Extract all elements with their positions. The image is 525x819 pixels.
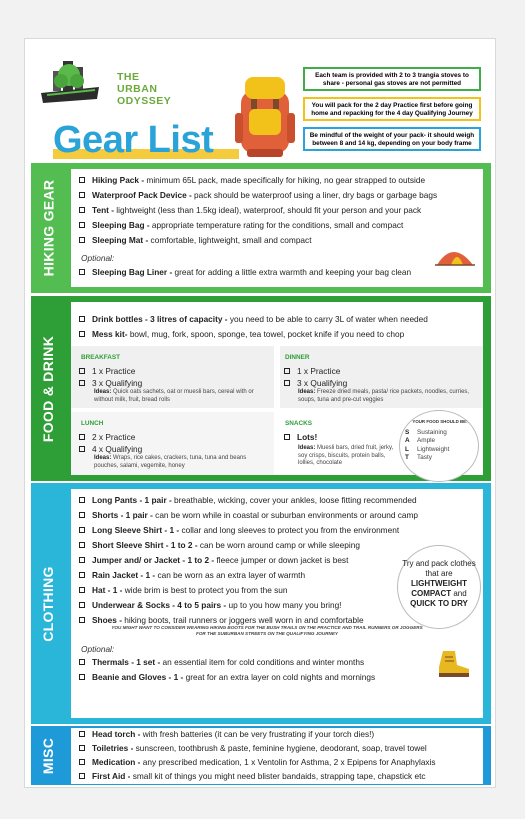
item-name: 2 x Practice	[92, 432, 136, 442]
checklist-item	[79, 378, 142, 388]
section-label-clothing	[31, 483, 65, 724]
item-name: Tent -	[92, 205, 114, 215]
checklist-item	[79, 525, 399, 535]
clothing-panel	[71, 489, 483, 718]
snacks-ideas	[298, 445, 398, 468]
item-name: 1 x Practice	[297, 366, 341, 376]
checklist-item	[79, 190, 437, 200]
ideas-label: Ideas:	[298, 389, 316, 395]
slat-title: YOUR FOOD SHOULD BE:	[412, 419, 468, 424]
urban-odyssey-logo	[39, 57, 101, 109]
brand-name	[117, 71, 171, 107]
item-desc: small kit of things you might need blister bandaids, strapping tape, chapstick etc	[130, 771, 426, 781]
gear-list-page	[24, 38, 496, 788]
section-label-text: CLOTHING	[40, 565, 57, 642]
checkbox[interactable]	[79, 731, 85, 737]
brand-line-3: ODYSSEY	[117, 95, 172, 107]
checklist-item	[79, 220, 403, 230]
item-desc: lightweight (less than 1.5kg ideal), waterproof, should fit your person and your pack	[113, 205, 422, 215]
checkbox[interactable]	[79, 434, 85, 440]
item-desc: wide brim is best to protect you from the sun	[122, 585, 288, 595]
item-name: Lots!	[297, 432, 318, 442]
checkbox[interactable]	[79, 674, 85, 680]
section-label-text: HIKING GEAR	[40, 179, 57, 277]
section-label-misc	[31, 726, 65, 785]
dinner-title: DINNER	[285, 354, 310, 361]
item-name: Shoes -	[92, 615, 122, 625]
checkbox[interactable]	[79, 773, 85, 779]
checklist-item	[79, 743, 427, 753]
checkbox[interactable]	[284, 434, 290, 440]
item-name: Hiking Pack -	[92, 175, 145, 185]
item-desc: breathable, wicking, cover your ankles, loose fitting recommended	[171, 495, 417, 505]
clothing-tip-text	[402, 559, 476, 609]
item-name: Shorts - 1 pair -	[92, 510, 153, 520]
hiking-panel	[71, 169, 483, 287]
try-lightweight: LIGHTWEIGHT	[411, 579, 467, 588]
item-name: 1 x Practice	[92, 366, 136, 376]
item-name: Long Pants - 1 pair -	[92, 495, 172, 505]
item-name: 4 x Qualifying	[92, 444, 143, 454]
optional-label: Optional:	[81, 644, 115, 654]
tent-icon	[435, 239, 475, 267]
checklist-item	[79, 267, 411, 277]
ideas-label: Ideas:	[298, 445, 316, 451]
checkbox[interactable]	[79, 557, 85, 563]
item-desc: great for an extra layer on cold nights and mornings	[183, 672, 376, 682]
checkbox[interactable]	[79, 527, 85, 533]
item-name: Underwear & Socks - 4 to 5 pairs -	[92, 600, 227, 610]
note-packing: You will pack for the 2 day Practice first before going home and repacking for the 4 day Qualifying Journey	[303, 97, 481, 121]
item-name: Toiletries -	[92, 743, 134, 753]
checklist-item	[79, 615, 364, 625]
checklist-item	[79, 444, 142, 454]
brand-line-2: URBAN	[117, 83, 158, 95]
item-desc: up to you how many you bring!	[226, 600, 342, 610]
item-desc: pack should be waterproof using a liner, dry bags or garbage bags	[191, 190, 438, 200]
checklist-item	[284, 378, 347, 388]
checklist-item	[284, 432, 317, 442]
item-name: Sleeping Mat -	[92, 235, 149, 245]
item-name: 3 x Qualifying	[297, 378, 348, 388]
item-desc: minimum 65L pack, made specifically for hiking, no gear strapped to outside	[144, 175, 426, 185]
note-weight: Be mindful of the weight of your pack- it should weigh between 8 and 14 kg, depending on your body frame	[303, 127, 481, 151]
checklist-item	[284, 366, 340, 376]
section-label-hiking	[31, 163, 65, 293]
slat-box	[405, 418, 475, 463]
item-name: Jumper and/ or Jacket - 1 to 2 -	[92, 555, 215, 565]
checkbox[interactable]	[79, 177, 85, 183]
checklist-item	[79, 235, 312, 245]
breakfast-title: BREAKFAST	[81, 354, 121, 361]
item-name: Short Sleeve Shirt - 1 to 2 -	[92, 540, 198, 550]
checklist-item	[79, 757, 436, 767]
section-misc	[31, 726, 491, 785]
item-name: Long Sleeve Shirt - 1 -	[92, 525, 180, 535]
section-hiking-gear	[31, 163, 491, 293]
slat-word: Sustaining	[417, 428, 447, 436]
brand-line-1: THE	[117, 71, 140, 83]
checkbox[interactable]	[79, 659, 85, 665]
checkbox[interactable]	[79, 497, 85, 503]
slat-row	[405, 437, 475, 446]
checkbox[interactable]	[79, 368, 85, 374]
checkbox[interactable]	[284, 380, 290, 386]
item-desc: can be worn as an extra layer of warmth	[155, 570, 306, 580]
checkbox[interactable]	[79, 331, 85, 337]
slat-row	[405, 446, 475, 455]
slat-word: Tasty	[417, 454, 432, 462]
checkbox[interactable]	[79, 237, 85, 243]
slat-row	[405, 454, 475, 463]
checkbox[interactable]	[79, 316, 85, 322]
checklist-item	[79, 205, 421, 215]
item-name: First Aid -	[92, 771, 131, 781]
item-name: Mess kit-	[92, 329, 128, 339]
item-desc: great for adding a little extra warmth and keeping your bag clean	[172, 267, 412, 277]
slat-letter: T	[405, 454, 409, 462]
item-name: Sleeping Bag Liner -	[92, 267, 173, 277]
checklist-item	[79, 600, 342, 610]
item-desc: sunscreen, toothbrush & paste, feminine hygiene, deodorant, soap, travel towel	[133, 743, 427, 753]
ideas-text: Quick oats sachets, oat or muesli bars, cereal with or without milk, fruit, bread rolls	[94, 389, 254, 403]
checkbox[interactable]	[79, 759, 85, 765]
item-name: 3 x Qualifying	[92, 378, 143, 388]
lunch-ideas	[94, 455, 269, 470]
section-food-drink	[31, 296, 491, 481]
ideas-text: Wraps, rice cakes, crackers, tuna, tuna and beans pouches, salami, vegemite, honey	[94, 455, 247, 469]
checkbox[interactable]	[79, 542, 85, 548]
checklist-item	[79, 672, 375, 682]
checklist-item	[79, 540, 360, 550]
dinner-ideas	[298, 389, 480, 404]
ideas-label: Ideas:	[94, 389, 112, 395]
try-quick-dry: QUICK TO DRY	[410, 599, 468, 608]
checkbox[interactable]	[79, 269, 85, 275]
breakfast-ideas	[94, 389, 269, 404]
checklist-item	[79, 585, 288, 595]
checkbox[interactable]	[79, 602, 85, 608]
ideas-text: Muesli bars, dried fruit, jerky, soy crisps, biscuits, protein balls, lollies, chocolate	[298, 445, 394, 466]
item-desc: hiking boots, trail runners or joggers well worn in and comfortable	[121, 615, 364, 625]
slat-row	[405, 429, 475, 438]
item-name: Head torch -	[92, 729, 141, 739]
shoes-tip: YOU MIGHT WANT TO CONSIDER WEARING HIKING BOOTS FOR THE BUSH TRAILS ON THE PRACTICE AND TRAIL RUNNERS OR JOGGERS FOR THE SUBURBAN STREETS ON THE QUALIFYING JOURNEY	[111, 625, 423, 636]
checklist-item	[79, 432, 135, 442]
try-text: Try and pack clothes that are	[402, 559, 476, 578]
checkbox[interactable]	[79, 572, 85, 578]
page-title: Gear List	[53, 119, 214, 161]
snacks-title: SNACKS	[285, 420, 312, 427]
item-desc: can be worn around camp or while sleeping	[197, 540, 360, 550]
item-name: Drink bottles - 3 litres of capacity -	[92, 314, 228, 324]
item-desc: any prescribed medication, 1 x Ventolin for Asthma, 2 x Epipens for Anaphylaxis	[140, 757, 436, 767]
optional-label: Optional:	[81, 253, 115, 263]
section-clothing	[31, 483, 491, 724]
checkbox[interactable]	[79, 512, 85, 518]
checkbox[interactable]	[79, 617, 85, 623]
checklist-item	[79, 510, 418, 520]
checkbox[interactable]	[79, 587, 85, 593]
item-desc: collar and long sleeves to protect you from the environment	[179, 525, 400, 535]
slat-letter: S	[405, 428, 410, 436]
item-name: Thermals - 1 set -	[92, 657, 161, 667]
checklist-item	[79, 570, 305, 580]
section-label-text: MISC	[40, 737, 57, 774]
boot-icon	[435, 649, 471, 679]
item-name: Beanie and Gloves - 1 -	[92, 672, 184, 682]
checkbox[interactable]	[79, 745, 85, 751]
ideas-label: Ideas:	[94, 455, 112, 461]
checklist-item	[79, 495, 417, 505]
section-label-text: FOOD & DRINK	[40, 335, 57, 442]
checkbox[interactable]	[284, 368, 290, 374]
item-name: Rain Jacket - 1 -	[92, 570, 156, 580]
note-stoves: Each team is provided with 2 to 3 trangia stoves to share - personal gas stoves are not permitted	[303, 67, 481, 91]
item-desc: comfortable, lightweight, small and compact	[148, 235, 312, 245]
slat-letter: A	[405, 437, 410, 445]
lunch-title: LUNCH	[81, 420, 104, 427]
checklist-item	[79, 729, 374, 739]
checkbox[interactable]	[79, 192, 85, 198]
checklist-item	[79, 771, 426, 781]
item-desc: appropriate temperature rating for the conditions, small and compact	[149, 220, 404, 230]
ideas-text: Freeze dried meals, pasta/ rice packets, noodles, curries, soups, tuna and pre-cut veggies	[298, 389, 470, 403]
section-label-food	[31, 296, 65, 481]
item-desc: with fresh batteries (it can be very frustrating if your torch dies!)	[140, 729, 375, 739]
checklist-item	[79, 314, 428, 324]
checkbox[interactable]	[79, 207, 85, 213]
item-desc: can be worn while in coastal or suburban environments or around camp	[152, 510, 419, 520]
checklist-item	[79, 175, 425, 185]
slat-word: Ample	[417, 437, 436, 445]
item-name: Sleeping Bag -	[92, 220, 150, 230]
item-desc: an essential item for cold conditions and winter months	[160, 657, 365, 667]
checklist-item	[79, 329, 404, 339]
item-name: Waterproof Pack Device -	[92, 190, 192, 200]
checklist-item	[79, 555, 348, 565]
checkbox[interactable]	[79, 446, 85, 452]
backpack-icon	[231, 69, 299, 161]
food-panel	[71, 302, 483, 475]
slat-letter: L	[405, 445, 409, 453]
try-and: and	[453, 589, 467, 598]
item-desc: bowl, mug, fork, spoon, sponge, tea towel, pocket knife if you need to chop	[127, 329, 405, 339]
slat-word: Lightweight	[417, 445, 450, 453]
try-compact: COMPACT	[411, 589, 452, 598]
checkbox[interactable]	[79, 380, 85, 386]
item-desc: you need to be able to carry 3L of water when needed	[227, 314, 428, 324]
item-desc: fleece jumper or down jacket is best	[214, 555, 349, 565]
item-name: Medication -	[92, 757, 141, 767]
item-name: Hat - 1 -	[92, 585, 123, 595]
checklist-item	[79, 657, 364, 667]
checklist-item	[79, 366, 135, 376]
checkbox[interactable]	[79, 222, 85, 228]
misc-panel	[71, 728, 483, 784]
